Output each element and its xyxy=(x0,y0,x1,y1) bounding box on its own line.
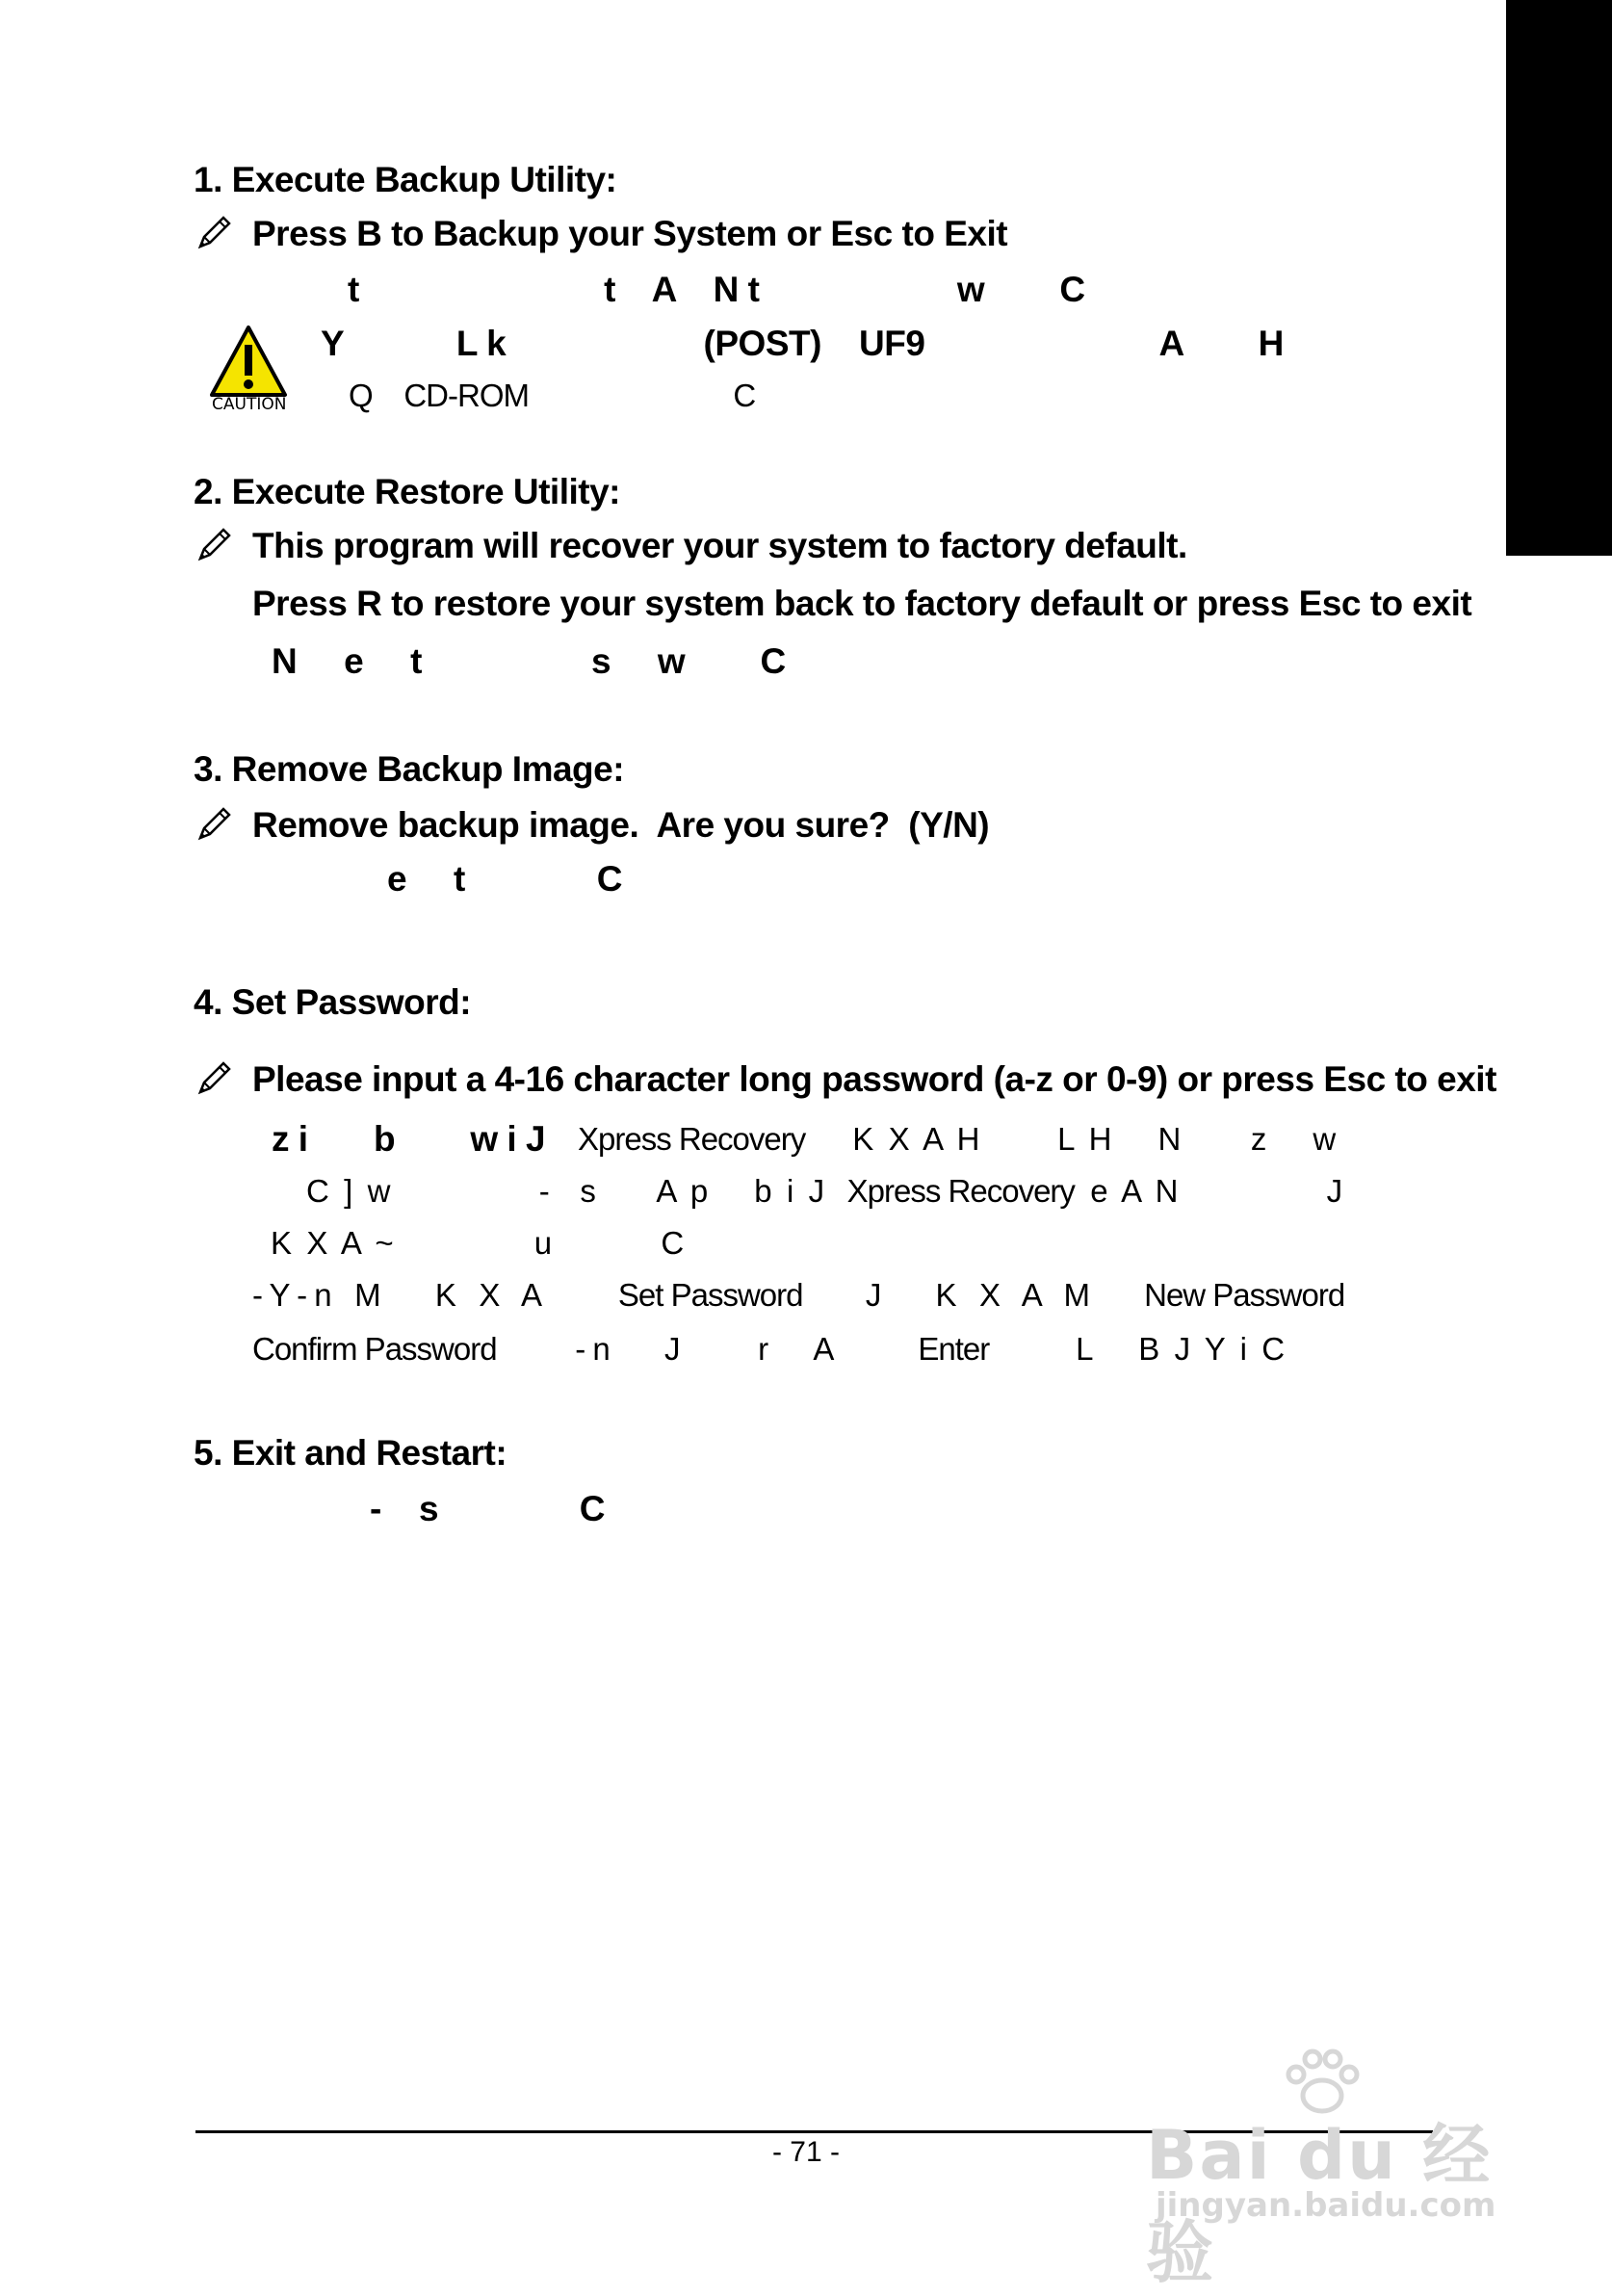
section-2-heading: 2. Execute Restore Utility: xyxy=(194,472,620,511)
section-2-line-1: N e t s w C xyxy=(272,641,786,681)
section-5-line-1: - s C xyxy=(370,1489,605,1528)
caution-label: CAUTION xyxy=(212,395,287,414)
section-5-heading: 5. Exit and Restart: xyxy=(194,1433,507,1473)
pencil-icon xyxy=(196,805,233,842)
page-number: - 71 - xyxy=(771,2136,841,2168)
section-1-line-3: Q CD-ROM C xyxy=(349,378,756,413)
section-4-line-3: K X A ~ u C xyxy=(271,1225,684,1261)
pencil-icon xyxy=(196,214,233,250)
pencil-icon xyxy=(196,526,233,562)
watermark-brand: Bai du 经验 xyxy=(1146,2116,1493,2292)
section-4-line-5: Confirm Password - n J r A Enter L B J Y i C xyxy=(252,1331,1285,1367)
pencil-icon xyxy=(196,1059,233,1096)
chapter-tab-letter: c xyxy=(1539,198,1552,225)
section-3-prompt: Remove backup image. Are you sure? (Y/N) xyxy=(252,805,990,845)
section-1-heading: 1. Execute Backup Utility: xyxy=(194,160,617,199)
section-3-heading: 3. Remove Backup Image: xyxy=(194,749,625,789)
section-1-line-1: t t A N t w C xyxy=(348,270,1085,309)
section-4-line-4: - Y - n M K X A Set Password J K X A M New Password xyxy=(252,1277,1345,1313)
section-1-prompt: Press B to Backup your System or Esc to Exit xyxy=(252,214,1008,253)
section-4-line-1: z i b w i J xyxy=(272,1119,546,1159)
section-1-line-2-bold xyxy=(321,326,1284,361)
watermark-url: jingyan.baidu.com xyxy=(1156,2186,1496,2225)
section-4-prompt: Please input a 4-16 character long password (a-z or 0-9) or press Esc to exit xyxy=(252,1059,1496,1099)
section-2-prompt-2: Press R to restore your system back to factory default or press Esc to exit xyxy=(252,584,1472,623)
section-4-heading: 4. Set Password: xyxy=(194,982,472,1022)
section-4-line-1b: Xpress Recovery K X A H L H N z w xyxy=(578,1121,1336,1157)
section-3-line-1: e t C xyxy=(387,859,622,899)
section-4-line-2: C ] w - s A p b i J Xpress Recovery e A N J xyxy=(306,1173,1342,1209)
watermark xyxy=(1146,2048,1512,2292)
chapter-tab xyxy=(1506,0,1612,556)
section-1-line-2: Y L k (POST) UF9 A H xyxy=(321,324,1284,363)
section-2-prompt: This program will recover your system to factory default. xyxy=(252,526,1187,565)
